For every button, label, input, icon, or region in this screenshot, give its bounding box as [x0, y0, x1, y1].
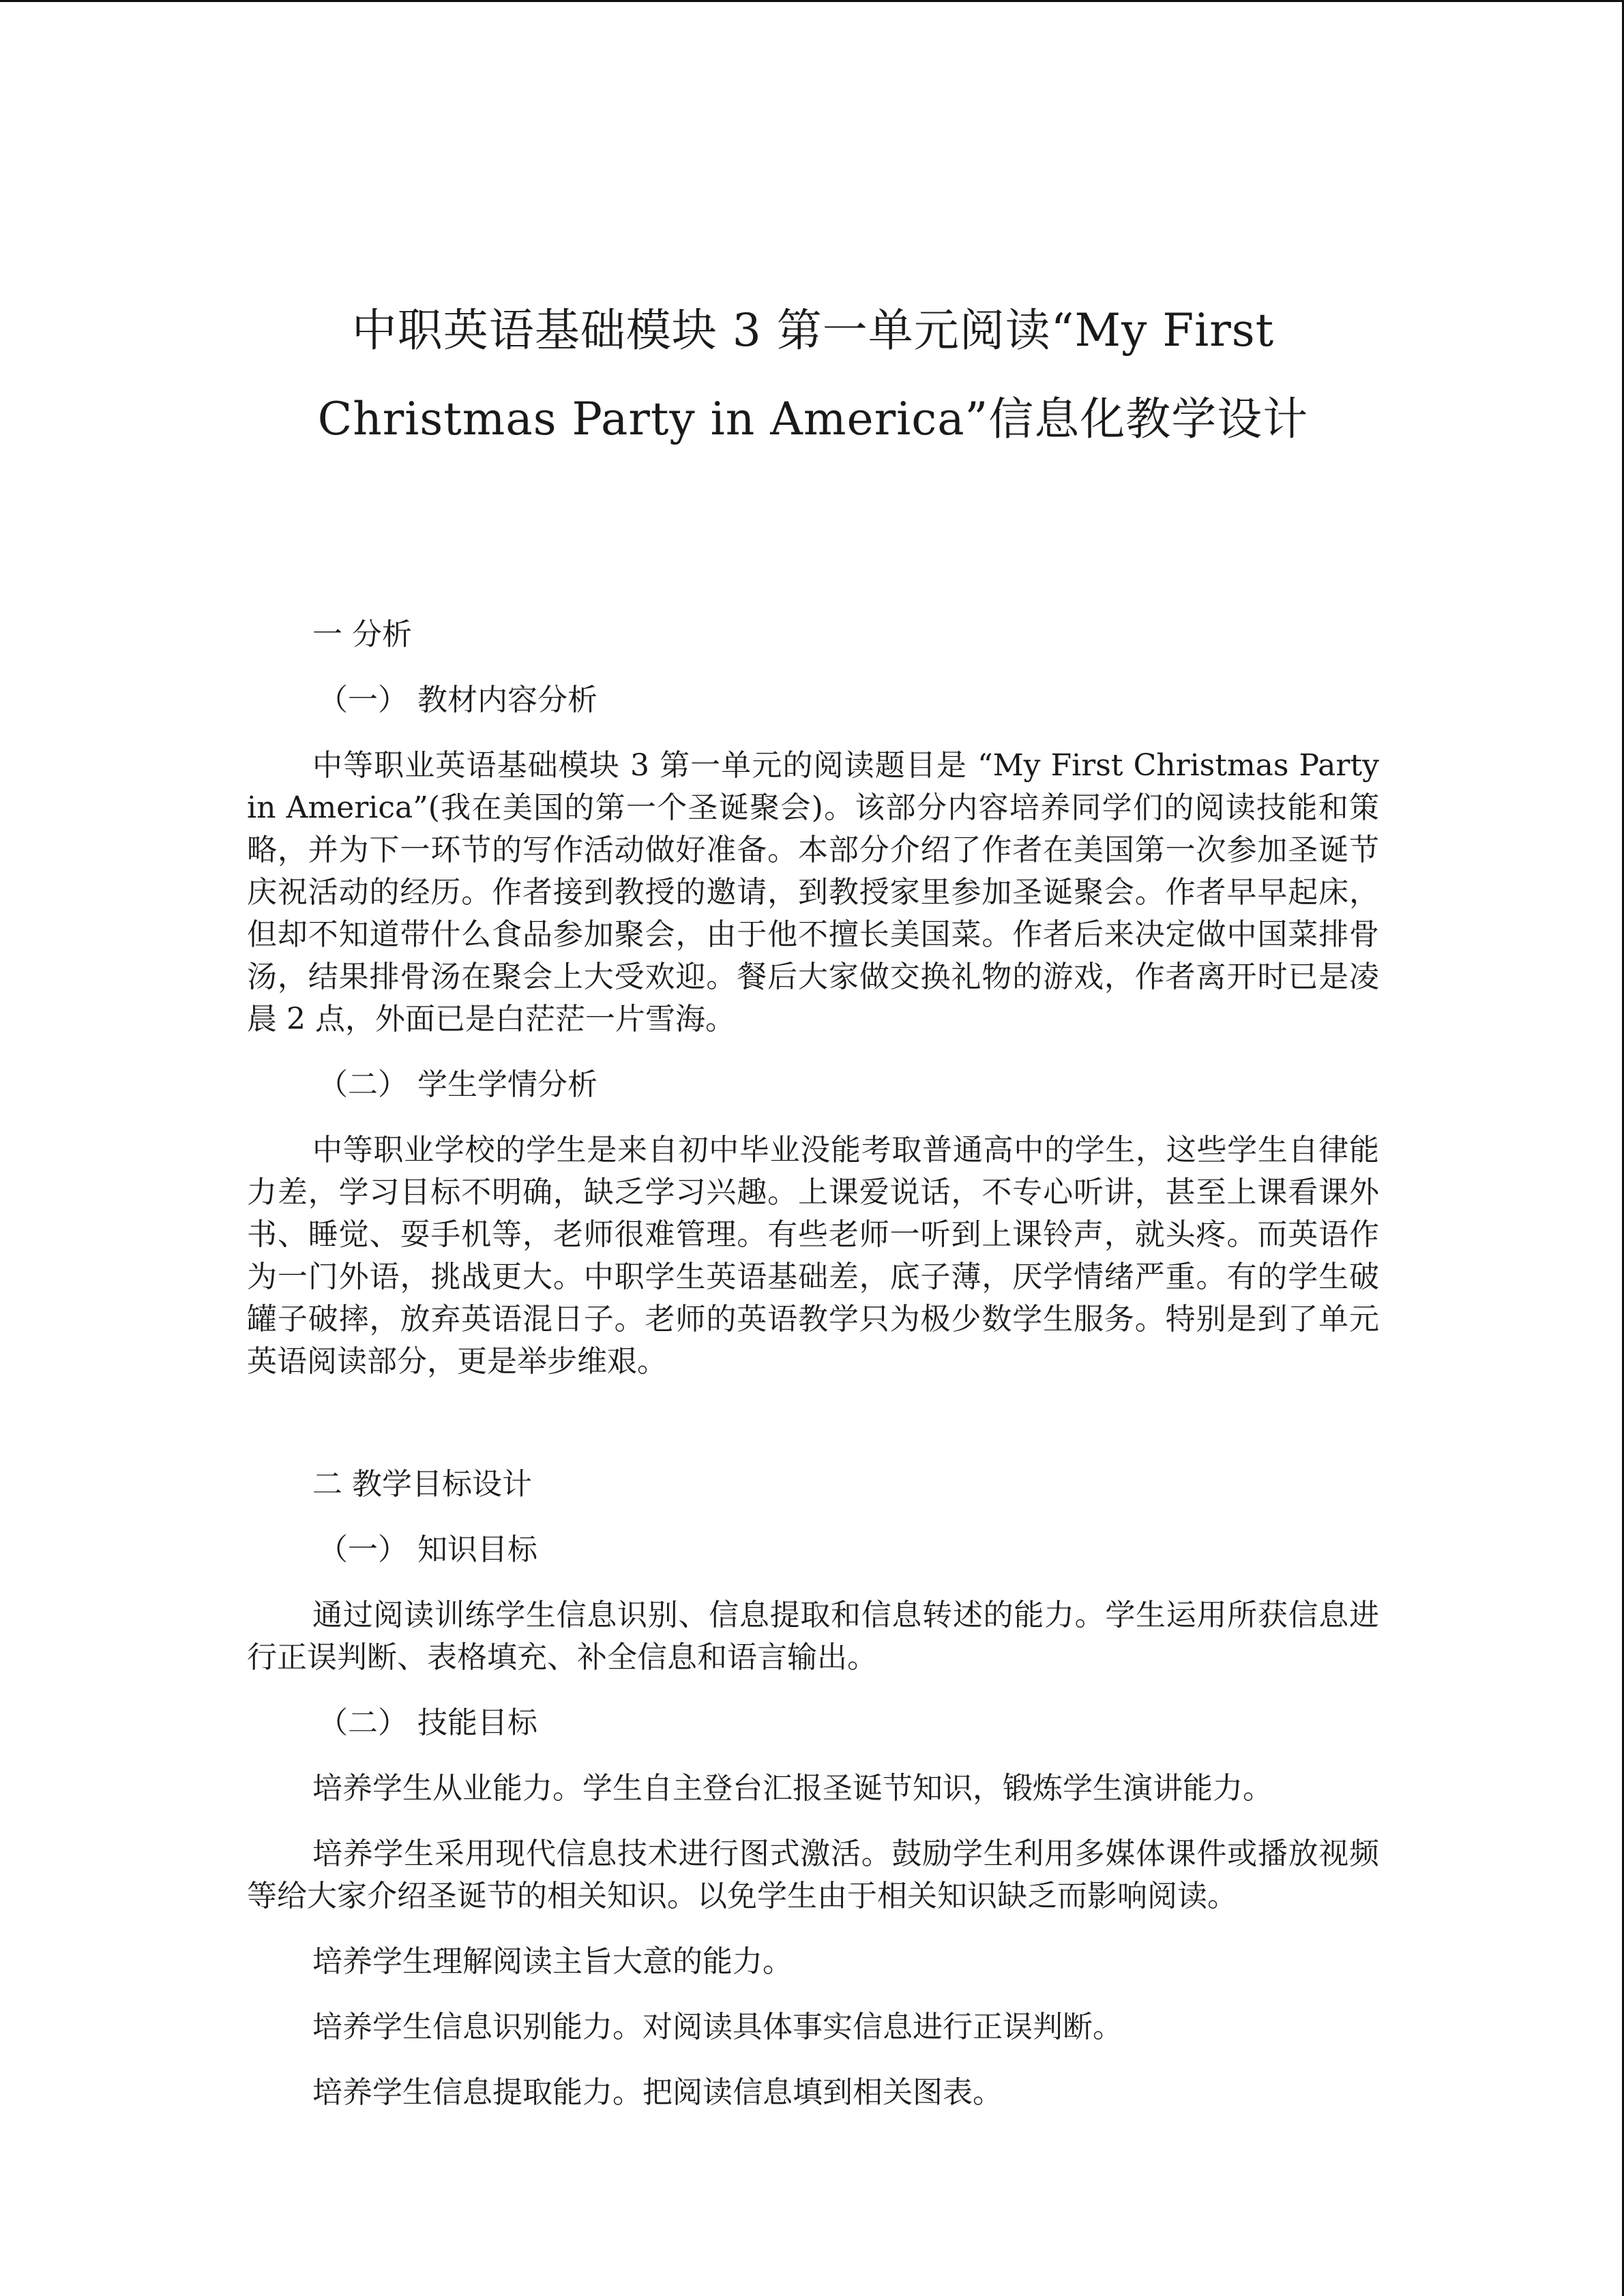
paragraph-knowledge-objectives: 通过阅读训练学生信息识别、信息提取和信息转述的能力。学生运用所获信息进行正误判断、表格填充、补全信息和语言输出。 — [247, 1598, 1379, 1675]
paragraph-skill-objective-1: 培养学生从业能力。学生自主登台汇报圣诞节知识，锻炼学生演讲能力。 — [312, 1771, 1273, 1806]
section-heading-analysis: 一 分析 — [312, 617, 412, 652]
title-line-1: 中职英语基础模块 3 第一单元阅读“My First — [351, 304, 1275, 357]
section-heading-teaching-objectives: 二 教学目标设计 — [312, 1467, 532, 1502]
paragraph-skill-objective-3: 培养学生理解阅读主旨大意的能力。 — [312, 1944, 793, 1979]
subsection-heading-knowledge-objectives: （一） 知识目标 — [318, 1532, 537, 1567]
paragraph-student-analysis: 中等职业学校的学生是来自初中毕业没能考取普通高中的学生，这些学生自律能力差，学习目标不明确，缺乏学习兴趣。上课爱说话，不专心听讲，甚至上课看课外书、睡觉、耍手机等，老师很难管理。有些老师一听到上课铃声，就头疼。而英语作为一门外语，挑战更大。中职学生英语基础差，底子薄，厌学情绪严重。有的学生破罐子破摔，放弃英语混日子。老师的英语教学只为极少数学生服务。特别是到了单元英语阅读部分，更是举步维艰。 — [247, 1133, 1379, 1379]
paragraph-skill-objective-2: 培养学生采用现代信息技术进行图式激活。鼓励学生利用多媒体课件或播放视频等给大家介绍圣诞节的相关知识。以免学生由于相关知识缺乏而影响阅读。 — [247, 1836, 1379, 1913]
subsection-heading-textbook-analysis: （一） 教材内容分析 — [318, 683, 597, 717]
title-line-2: Christmas Party in America”信息化教学设计 — [317, 393, 1309, 445]
paragraph-skill-objective-5: 培养学生信息提取能力。把阅读信息填到相关图表。 — [312, 2075, 1003, 2110]
subsection-heading-student-analysis: （二） 学生学情分析 — [318, 1067, 597, 1102]
document-page — [247, 286, 1379, 2114]
top-border-line — [0, 0, 1624, 2]
document-title — [247, 286, 1379, 464]
paragraph-textbook-analysis: 中等职业英语基础模块 3 第一单元的阅读题目是 “My First Christmas Party in America”(我在美国的第一个圣诞聚会)。该部分内容培养同学们的阅读技能和策略，并为下一环节的写作活动做好准备。本部分介绍了作者在美国第一次参加圣诞节庆祝活动的经历。作者接到教授的邀请，到教授家里参加圣诞聚会。作者早早起床，但却不知道带什么食品参加聚会，由于他不擅长美国菜。作者后来决定做中国菜排骨汤，结果排骨汤在聚会上大受欢迎。餐后大家做交换礼物的游戏，作者离开时已是凌晨 2 点，外面已是白茫茫一片雪海。 — [247, 748, 1379, 1037]
subsection-heading-skill-objectives: （二） 技能目标 — [318, 1705, 537, 1740]
paragraph-skill-objective-4: 培养学生信息识别能力。对阅读具体事实信息进行正误判断。 — [312, 2010, 1123, 2044]
